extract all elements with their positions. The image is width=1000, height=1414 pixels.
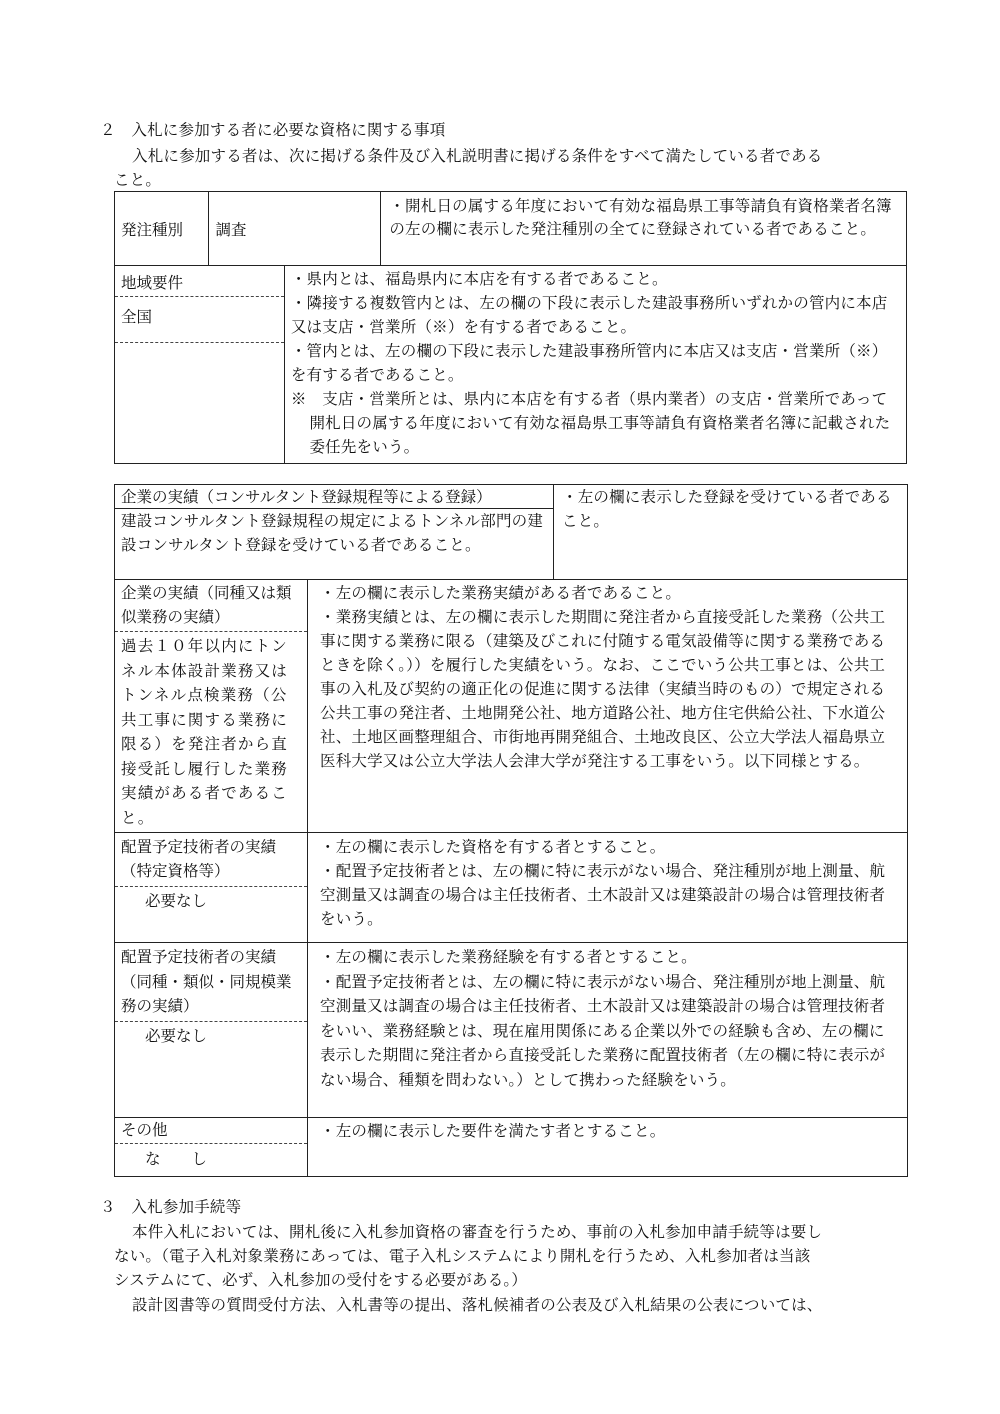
consultant-note: ・左の欄に表示した登録を受けている者であること。 bbox=[562, 488, 892, 530]
region-note-1: ・県内とは、福島県内に本店を有する者であること。 bbox=[290, 270, 668, 288]
company-results-value: 過去１０年以内にトンネル本体設計業務又はトンネル点検業務（公共工事に関する業務に限る）を発注者から直接受託し履行した業務実績がある者であること。 bbox=[121, 637, 289, 827]
engineer-qualification-value: 必要なし bbox=[145, 892, 208, 910]
order-type-value: 調査 bbox=[209, 192, 381, 266]
engineer-experience-note-1: ・左の欄に表示した業務経験を有する者とすること。 bbox=[320, 948, 697, 966]
other-note: ・左の欄に表示した要件を満たす者とすること。 bbox=[320, 1122, 666, 1140]
section-2-intro-line-2: こと。 bbox=[114, 171, 162, 189]
engineer-qualification-label: 配置予定技術者の実績（特定資格等） bbox=[115, 833, 307, 887]
section-2-heading: ２ 入札に参加する者に必要な資格に関する事項 bbox=[100, 121, 446, 139]
company-results-note-2: ・業務実績とは、左の欄に表示した期間に発注者から直接受託した業務（公共工事に関する業務に限る（建築及びこれに付随する電気設備等に関する業務であるときを除く。））を履行した実績をいう。なお、ここでいう公共工事とは、公共工事の入札及び契約の適正化の促進に関する法律（実績当時のもの）で規定される公共工事の発注者、土地開発公社、地方道路公社、地方住宅供給公社、下水道公社、土地区画整理組合、市街地再開発組合、土地改良区、公立大学法人福島県立医科大学又は公立大学法人会津大学が発注する工事をいう。以下同様とする。 bbox=[320, 608, 886, 770]
section-3-p1-line-3: システムにて、必ず、入札参加の受付をする必要がある。） bbox=[114, 1271, 528, 1289]
qualification-table-1 bbox=[114, 191, 907, 464]
company-results-note-1: ・左の欄に表示した業務実績がある者であること。 bbox=[320, 584, 682, 602]
engineer-qualification-note-1: ・左の欄に表示した資格を有する者とすること。 bbox=[320, 838, 666, 856]
section-3-p1-line-1: 本件入札においては、開札後に入札参加資格の審査を行うため、事前の入札参加申請手続等は要し bbox=[132, 1223, 823, 1241]
qualification-table-2 bbox=[114, 484, 908, 1177]
other-label: その他 bbox=[115, 1118, 307, 1144]
engineer-experience-value: 必要なし bbox=[145, 1026, 208, 1045]
order-type-label: 発注種別 bbox=[115, 192, 209, 266]
section-2-intro-line-1: 入札に参加する者は、次に掲げる条件及び入札説明書に掲げる条件をすべて満たしている者である bbox=[132, 147, 823, 165]
consultant-value: 建設コンサルタント登録規程の規定によるトンネル部門の建設コンサルタント登録を受けている者であること。 bbox=[121, 512, 544, 554]
company-results-label: 企業の実績（同種又は類似業務の実績） bbox=[115, 580, 307, 632]
section-3-p2-line-1: 設計図書等の質問受付方法、入札書等の提出、落札候補者の公表及び入札結果の公表については、 bbox=[132, 1296, 823, 1314]
other-value: な し bbox=[145, 1150, 208, 1168]
region-note-3: ・管内とは、左の欄の下段に表示した建設事務所管内に本店又は支店・営業所（※）を有する者であること。 bbox=[290, 342, 888, 384]
region-label: 地域要件 bbox=[115, 266, 284, 297]
engineer-qualification-note-2: ・配置予定技術者とは、左の欄に特に表示がない場合、発注種別が地上測量、航空測量又は調査の場合は主任技術者、土木設計又は建築設計の場合は管理技術者をいう。 bbox=[320, 862, 886, 928]
order-type-note: ・開札日の属する年度において有効な福島県工事等請負有資格業者名簿の左の欄に表示した発注種別の全てに登録されている者であること。 bbox=[389, 197, 892, 238]
region-note-2: ・隣接する複数管内とは、左の欄の下段に表示した建設事務所いずれかの管内に本店又は支店・営業所（※）を有する者であること。 bbox=[290, 294, 888, 336]
region-value: 全国 bbox=[115, 297, 284, 343]
engineer-experience-note-2: ・配置予定技術者とは、左の欄に特に表示がない場合、発注種別が地上測量、航空測量又は調査の場合は主任技術者、土木設計又は建築設計の場合は管理技術者をいい、業務経験とは、現在雇用関係にある企業以外での経験も含め、左の欄に表示した期間に発注者から直接受託した業務に配置技術者（左の欄に特に表示がない場合、種類を問わない。）として携わった経験をいう。 bbox=[320, 972, 886, 1089]
engineer-experience-label: 配置予定技術者の実績（同種・類似・同規模業務の実績） bbox=[115, 943, 307, 1022]
section-3-heading: ３ 入札参加手続等 bbox=[100, 1198, 242, 1216]
consultant-label: 企業の実績（コンサルタント登録規程等による登録） bbox=[115, 485, 553, 509]
section-3-p1-line-2: ない。（電子入札対象業務にあっては、電子入札システムにより開札を行うため、入札参加者は当該 bbox=[114, 1247, 811, 1265]
region-note-4: ※ 支店・営業所とは、県内に本店を有する者（県内業者）の支店・営業所であって開札日の属する年度において有効な福島県工事等請負有資格業者名簿に記載された委任先をいう。 bbox=[290, 390, 891, 456]
